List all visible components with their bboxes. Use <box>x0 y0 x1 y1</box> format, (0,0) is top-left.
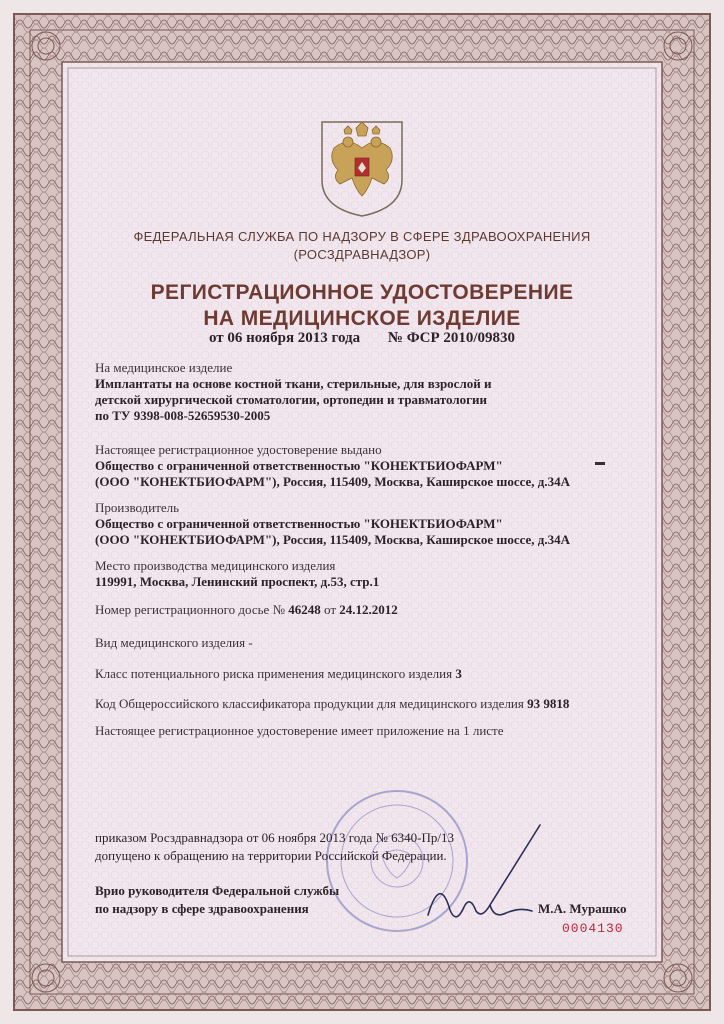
dossier-mid: от <box>320 602 340 617</box>
issued-to-section <box>95 442 640 490</box>
agency-abbrev: (РОСЗДРАВНАДЗОР) <box>293 247 431 262</box>
manufacturer-section <box>95 500 640 548</box>
kind-line <box>95 635 640 651</box>
certificate-dateline <box>84 330 640 347</box>
risk-value: 3 <box>455 666 462 681</box>
serial-number: 0004130 <box>562 921 624 936</box>
device-section <box>95 360 640 424</box>
manufacturer-line-2: (ООО "КОНЕКТБИОФАРМ"), Россия, 115409, Москва, Каширское шоссе, д.34А <box>95 532 571 547</box>
agency-name: ФЕДЕРАЛЬНАЯ СЛУЖБА ПО НАДЗОРУ В СФЕРЕ ЗДРАВООХРАНЕНИЯ <box>133 229 591 244</box>
device-line-2: детской хирургической стоматологии, ортопедии и травматологии <box>95 392 487 407</box>
dossier-number: 46248 <box>288 602 321 617</box>
signatory-title <box>95 882 339 918</box>
certificate-number: № ФСР 2010/09830 <box>387 330 516 346</box>
annex-text: Настоящее регистрационное удостоверение имеет приложение на 1 листе <box>95 723 504 738</box>
dossier-line <box>95 602 640 618</box>
issue-date: от 06 ноября 2013 года <box>208 330 361 346</box>
issued-to-line-1: Общество с ограниченной ответственностью "КОНЕКТБИОФАРМ" <box>95 458 503 473</box>
dossier-date: 24.12.2012 <box>339 602 398 617</box>
signatory-line-1: Врио руководителя Федеральной службы <box>95 883 340 898</box>
handwritten-mark <box>595 462 605 465</box>
device-line-3: по ТУ 9398-008-52659530-2005 <box>95 408 271 423</box>
title-line-2: НА МЕДИЦИНСКОЕ ИЗДЕЛИЕ <box>203 307 521 330</box>
device-line-1: Имплантаты на основе костной ткани, стерильные, для взрослой и <box>95 376 492 391</box>
coat-of-arms-icon <box>318 118 406 218</box>
order-line-2: допущено к обращению на территории Российской Федерации. <box>95 848 447 863</box>
annex-line <box>95 723 640 739</box>
manufacturer-label: Производитель <box>95 500 180 515</box>
dossier-label: Номер регистрационного досье № <box>95 602 289 617</box>
okp-label: Код Общероссийского классификатора продукции для медицинского изделия <box>95 696 528 711</box>
okp-value: 93 9818 <box>527 696 570 711</box>
issued-to-line-2: (ООО "КОНЕКТБИОФАРМ"), Россия, 115409, Москва, Каширское шоссе, д.34А <box>95 474 571 489</box>
signatory-line-2: по надзору в сфере здравоохранения <box>95 901 309 916</box>
risk-label: Класс потенциального риска применения медицинского изделия <box>95 666 456 681</box>
kind-label: Вид медицинского изделия - <box>95 635 253 650</box>
signatory-name: М.А. Мурашко <box>538 901 627 916</box>
risk-line <box>95 666 640 682</box>
issued-to-label: Настоящее регистрационное удостоверение выдано <box>95 442 382 457</box>
agency-header <box>84 228 640 264</box>
production-site-value: 119991, Москва, Ленинский проспект, д.53, стр.1 <box>95 574 380 589</box>
title-line-1: РЕГИСТРАЦИОННОЕ УДОСТОВЕРЕНИЕ <box>150 281 574 304</box>
production-site-section <box>95 558 640 590</box>
device-label: На медицинское изделие <box>95 360 233 375</box>
order-line-1: приказом Росздравнадзора от 06 ноября 2013 года № 6340-Пр/13 <box>95 830 454 845</box>
production-site-label: Место производства медицинского изделия <box>95 558 336 573</box>
okp-line <box>95 696 640 712</box>
certificate-title <box>84 280 640 332</box>
manufacturer-line-1: Общество с ограниченной ответственностью "КОНЕКТБИОФАРМ" <box>95 516 503 531</box>
